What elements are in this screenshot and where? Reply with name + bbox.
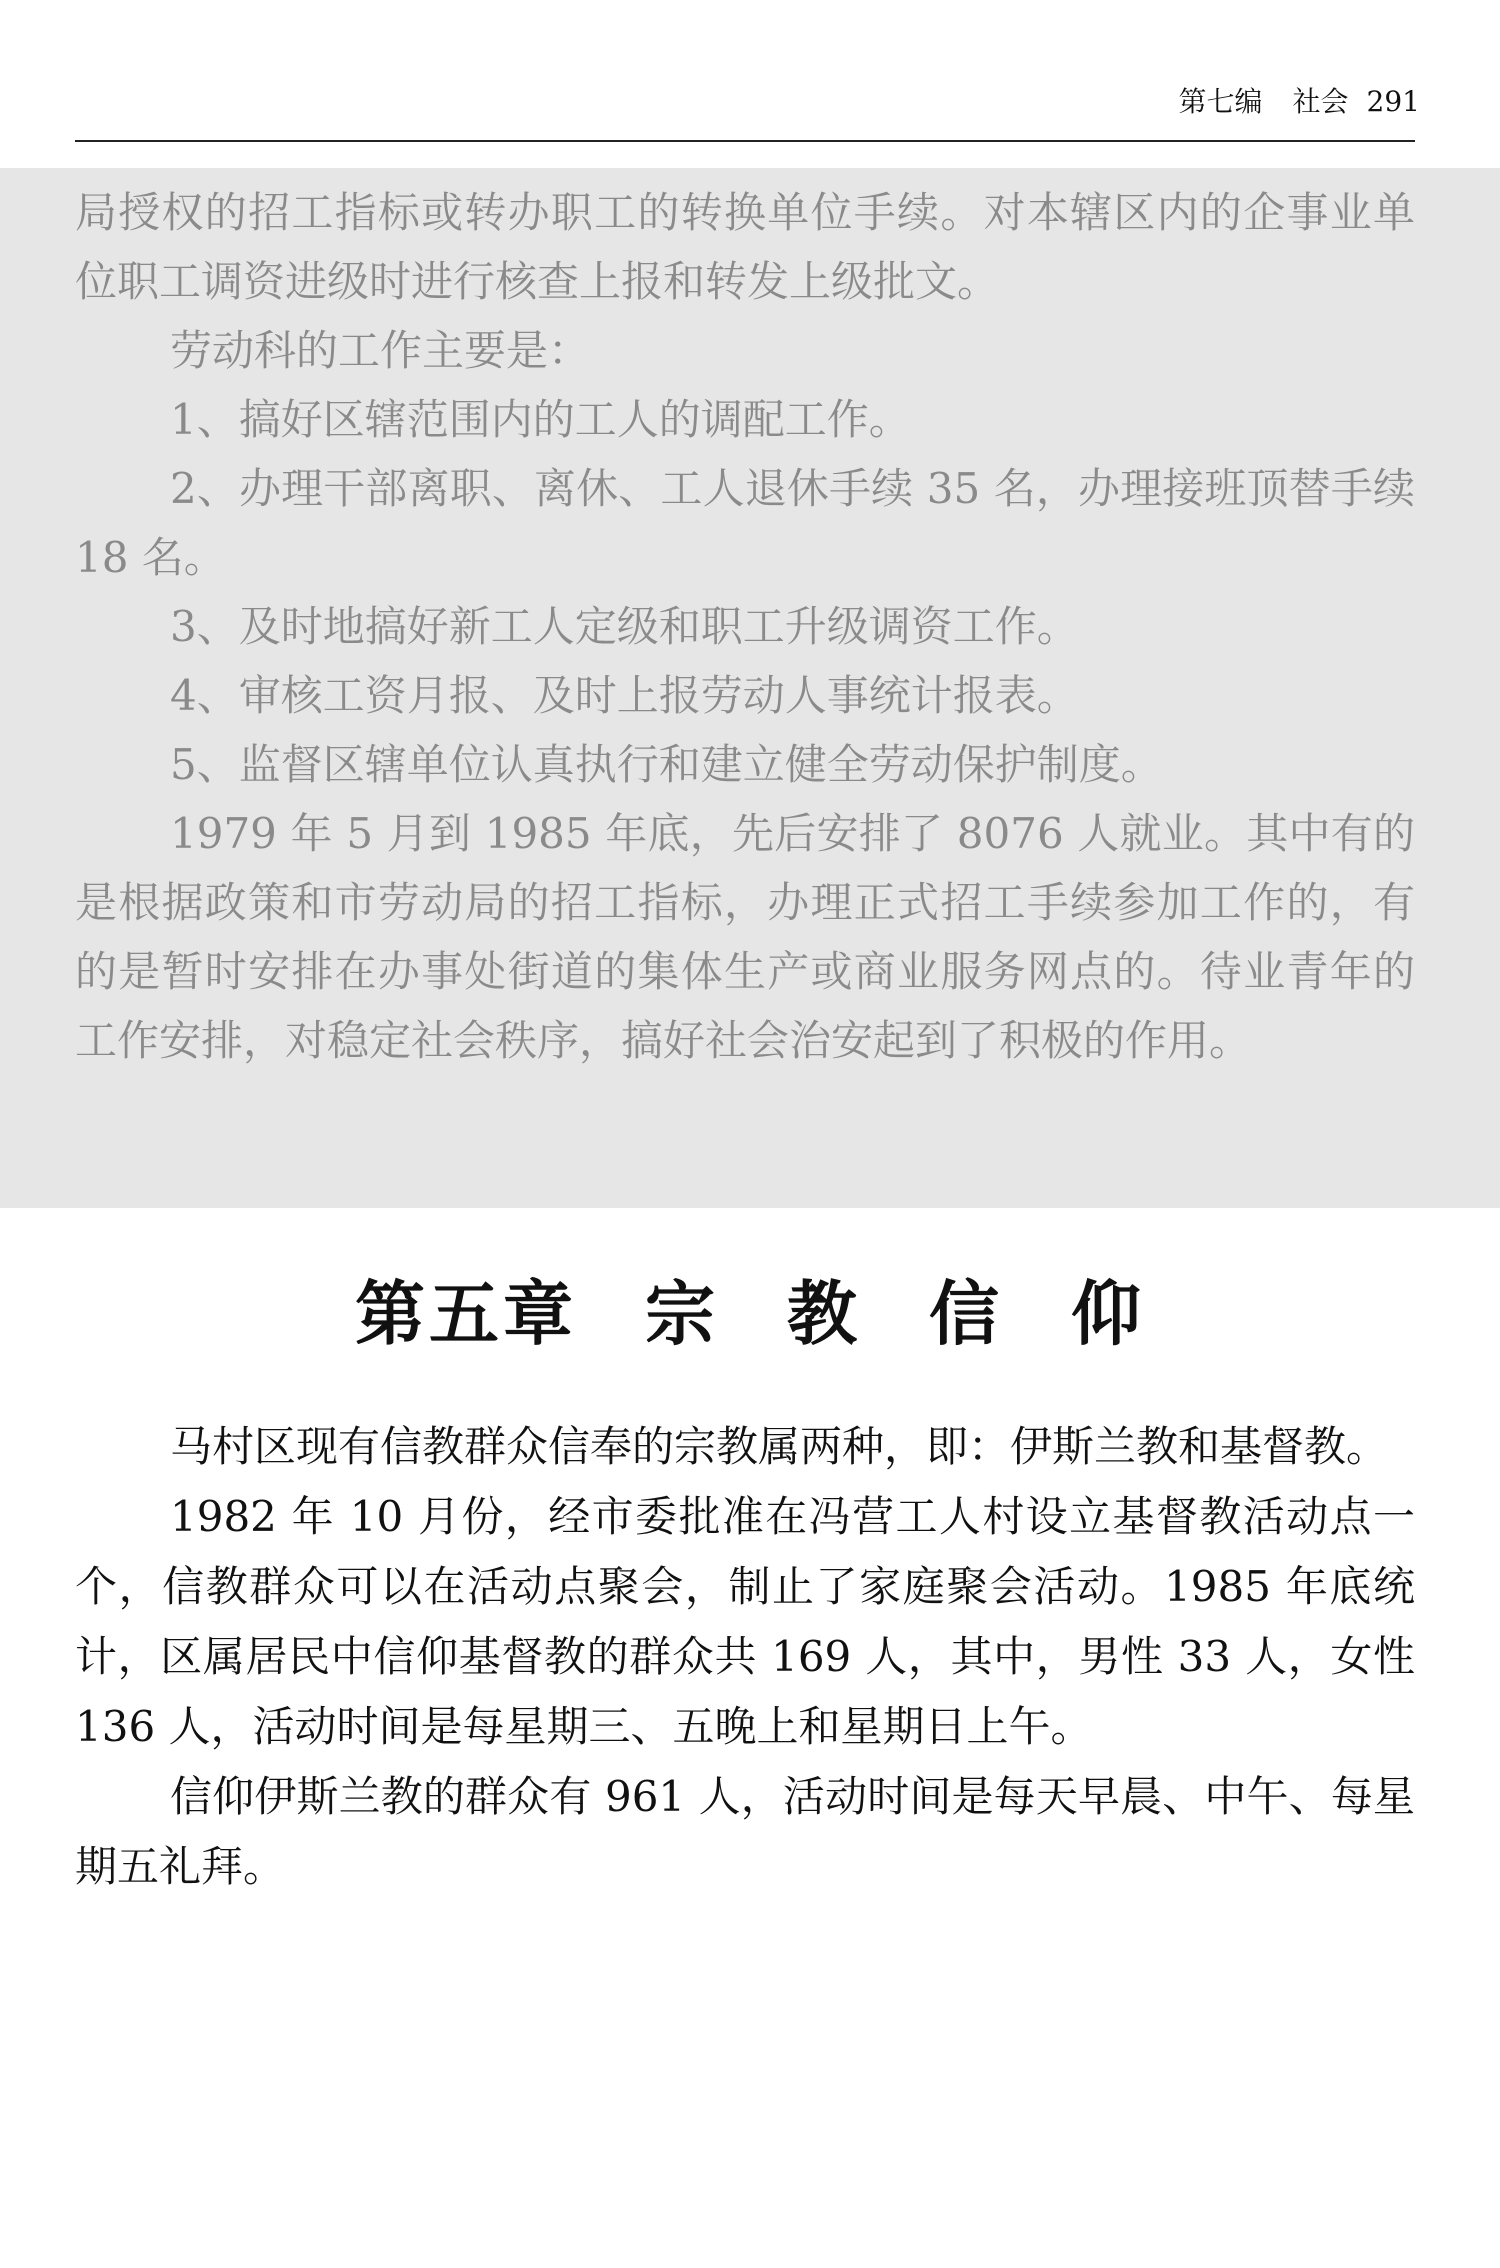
shaded-paragraph: 1、搞好区辖范围内的工人的调配工作。 (170, 395, 911, 444)
body-paragraph: 信仰伊斯兰教的群众有 961 人，活动时间是每天早晨、中午、每星期五礼拜。 (75, 1772, 1415, 1891)
chapter-char: 信 (929, 1273, 1003, 1355)
shaded-block (0, 168, 1500, 1208)
shaded-paragraph: 局授权的招工指标或转办职工的转换单位手续。对本辖区内的企事业单位职工调资进级时进行核查上报和转发上级批文。 (75, 188, 1415, 306)
shaded-paragraph: 劳动科的工作主要是： (170, 326, 591, 375)
body-paragraph: 马村区现有信教群众信奉的宗教属两种，即：伊斯兰教和基督教。 (170, 1422, 1389, 1471)
shaded-paragraph: 4、审核工资月报、及时上报劳动人事统计报表。 (170, 671, 1079, 720)
shaded-paragraph: 1979 年 5 月到 1985 年底，先后安排了 8076 人就业。其中有的是根据政策和市劳动局的招工指标，办理正式招工手续参加工作的，有的是暂时安排在办事处街道的集体生产或商业服务网点的。待业青年的工作安排，对稳定社会秩序，搞好社会治安起到了积极的作用。 (75, 809, 1415, 1065)
chapter-title (0, 1258, 1500, 1359)
page-header (0, 80, 1420, 120)
chapter-char: 宗 (645, 1273, 719, 1355)
body-paragraph: 1982 年 10 月份，经市委批准在冯营工人村设立基督教活动点一个，信教群众可以在活动点聚会，制止了家庭聚会活动。1985 年底统计，区属居民中信仰基督教的群众共 169 人，其中，男性 33 人，女性 136 人，活动时间是每星期三、五晚上和星期日上午。 (75, 1492, 1415, 1751)
header-rule (75, 140, 1415, 142)
header-section: 第七编 (1178, 85, 1263, 118)
shaded-text (75, 178, 1415, 1075)
chapter-body (75, 1412, 1415, 1902)
chapter-char: 仰 (1071, 1273, 1145, 1355)
shaded-paragraph: 3、及时地搞好新工人定级和职工升级调资工作。 (170, 602, 1079, 651)
shaded-paragraph: 2、办理干部离职、离休、工人退休手续 35 名，办理接班顶替手续 18 名。 (75, 464, 1415, 582)
header-chapter: 社会 (1292, 85, 1349, 118)
shaded-paragraph: 5、监督区辖单位认真执行和建立健全劳动保护制度。 (170, 740, 1163, 789)
page-number: 291 (1366, 85, 1420, 118)
chapter-number: 第五章 (355, 1273, 577, 1355)
chapter-char: 教 (787, 1273, 861, 1355)
